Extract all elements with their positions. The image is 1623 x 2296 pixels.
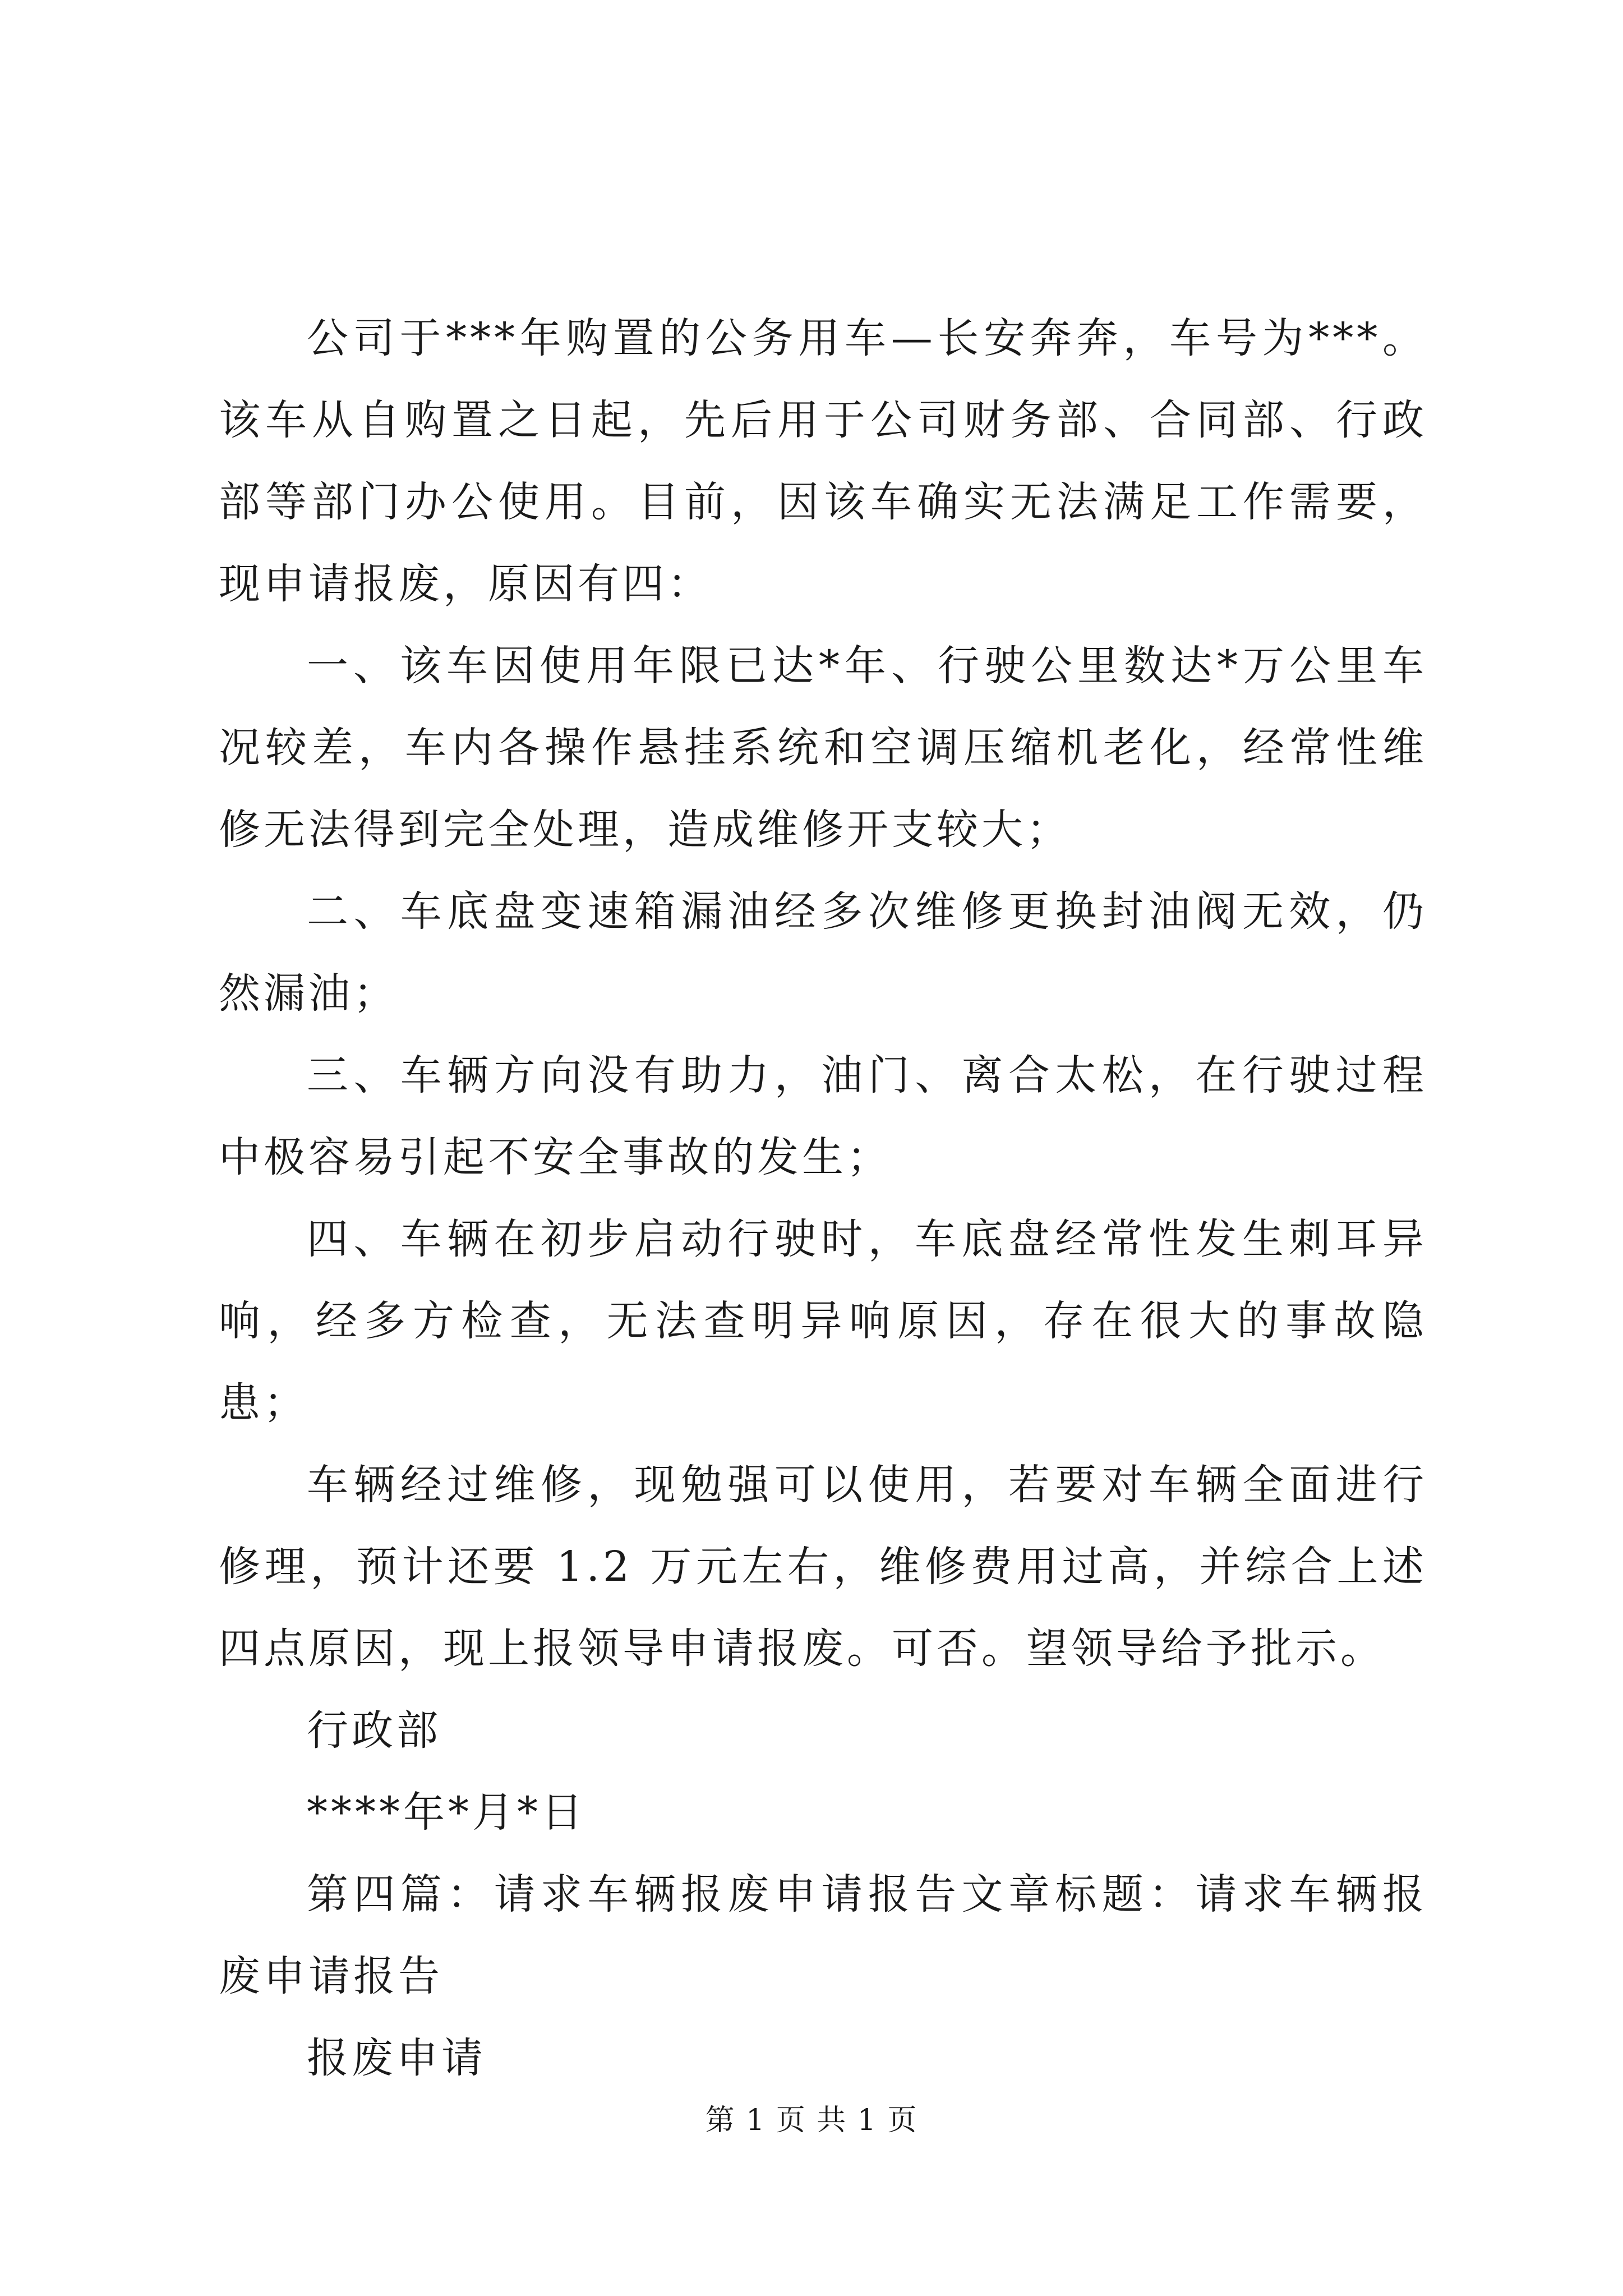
paragraph-intro: 公司于***年购置的公务用车—长安奔奔，车号为***。该车从自购置之日起，先后用于公司财务部、合同部、行政部等部门办公使用。目前，因该车确实无法满足工作需要，现申请报废，原因有四： bbox=[219, 314, 1427, 608]
paragraph-conclusion: 车辆经过维修，现勉强可以使用，若要对车辆全面进行修理，预计还要 1.2 万元左右，维修费用过高，并综合上述四点原因，现上报领导申请报废。可否。望领导给予批示。 bbox=[219, 1461, 1427, 1673]
paragraph-reason-1: 一、该车因使用年限已达*年、行驶公里数达*万公里车况较差，车内各操作悬挂系统和空调压缩机老化，经常性维修无法得到完全处理，造成维修开支较大； bbox=[219, 642, 1427, 854]
page-footer: 第 1 页 共 1 页 bbox=[705, 2104, 918, 2137]
section-subheading: 报废申请 bbox=[307, 2034, 486, 2082]
paragraph-reason-4: 四、车辆在初步启动行驶时，车底盘经常性发生刺耳异响，经多方检查，无法查明异响原因，存在很大的事故隐患； bbox=[219, 1215, 1427, 1427]
paragraph-reason-2: 二、车底盘变速箱漏油经多次维修更换封油阀无效，仍然漏油； bbox=[219, 887, 1427, 1018]
document-body bbox=[219, 297, 1427, 2099]
paragraph-reason-3: 三、车辆方向没有助力，油门、离合太松，在行驶过程中极容易引起不安全事故的发生； bbox=[219, 1051, 1427, 1181]
signature-date: ****年*月*日 bbox=[307, 1788, 586, 1837]
section-heading: 第四篇：请求车辆报废申请报告文章标题：请求车辆报废申请报告 bbox=[219, 1870, 1427, 2000]
signature-department: 行政部 bbox=[307, 1706, 441, 1755]
